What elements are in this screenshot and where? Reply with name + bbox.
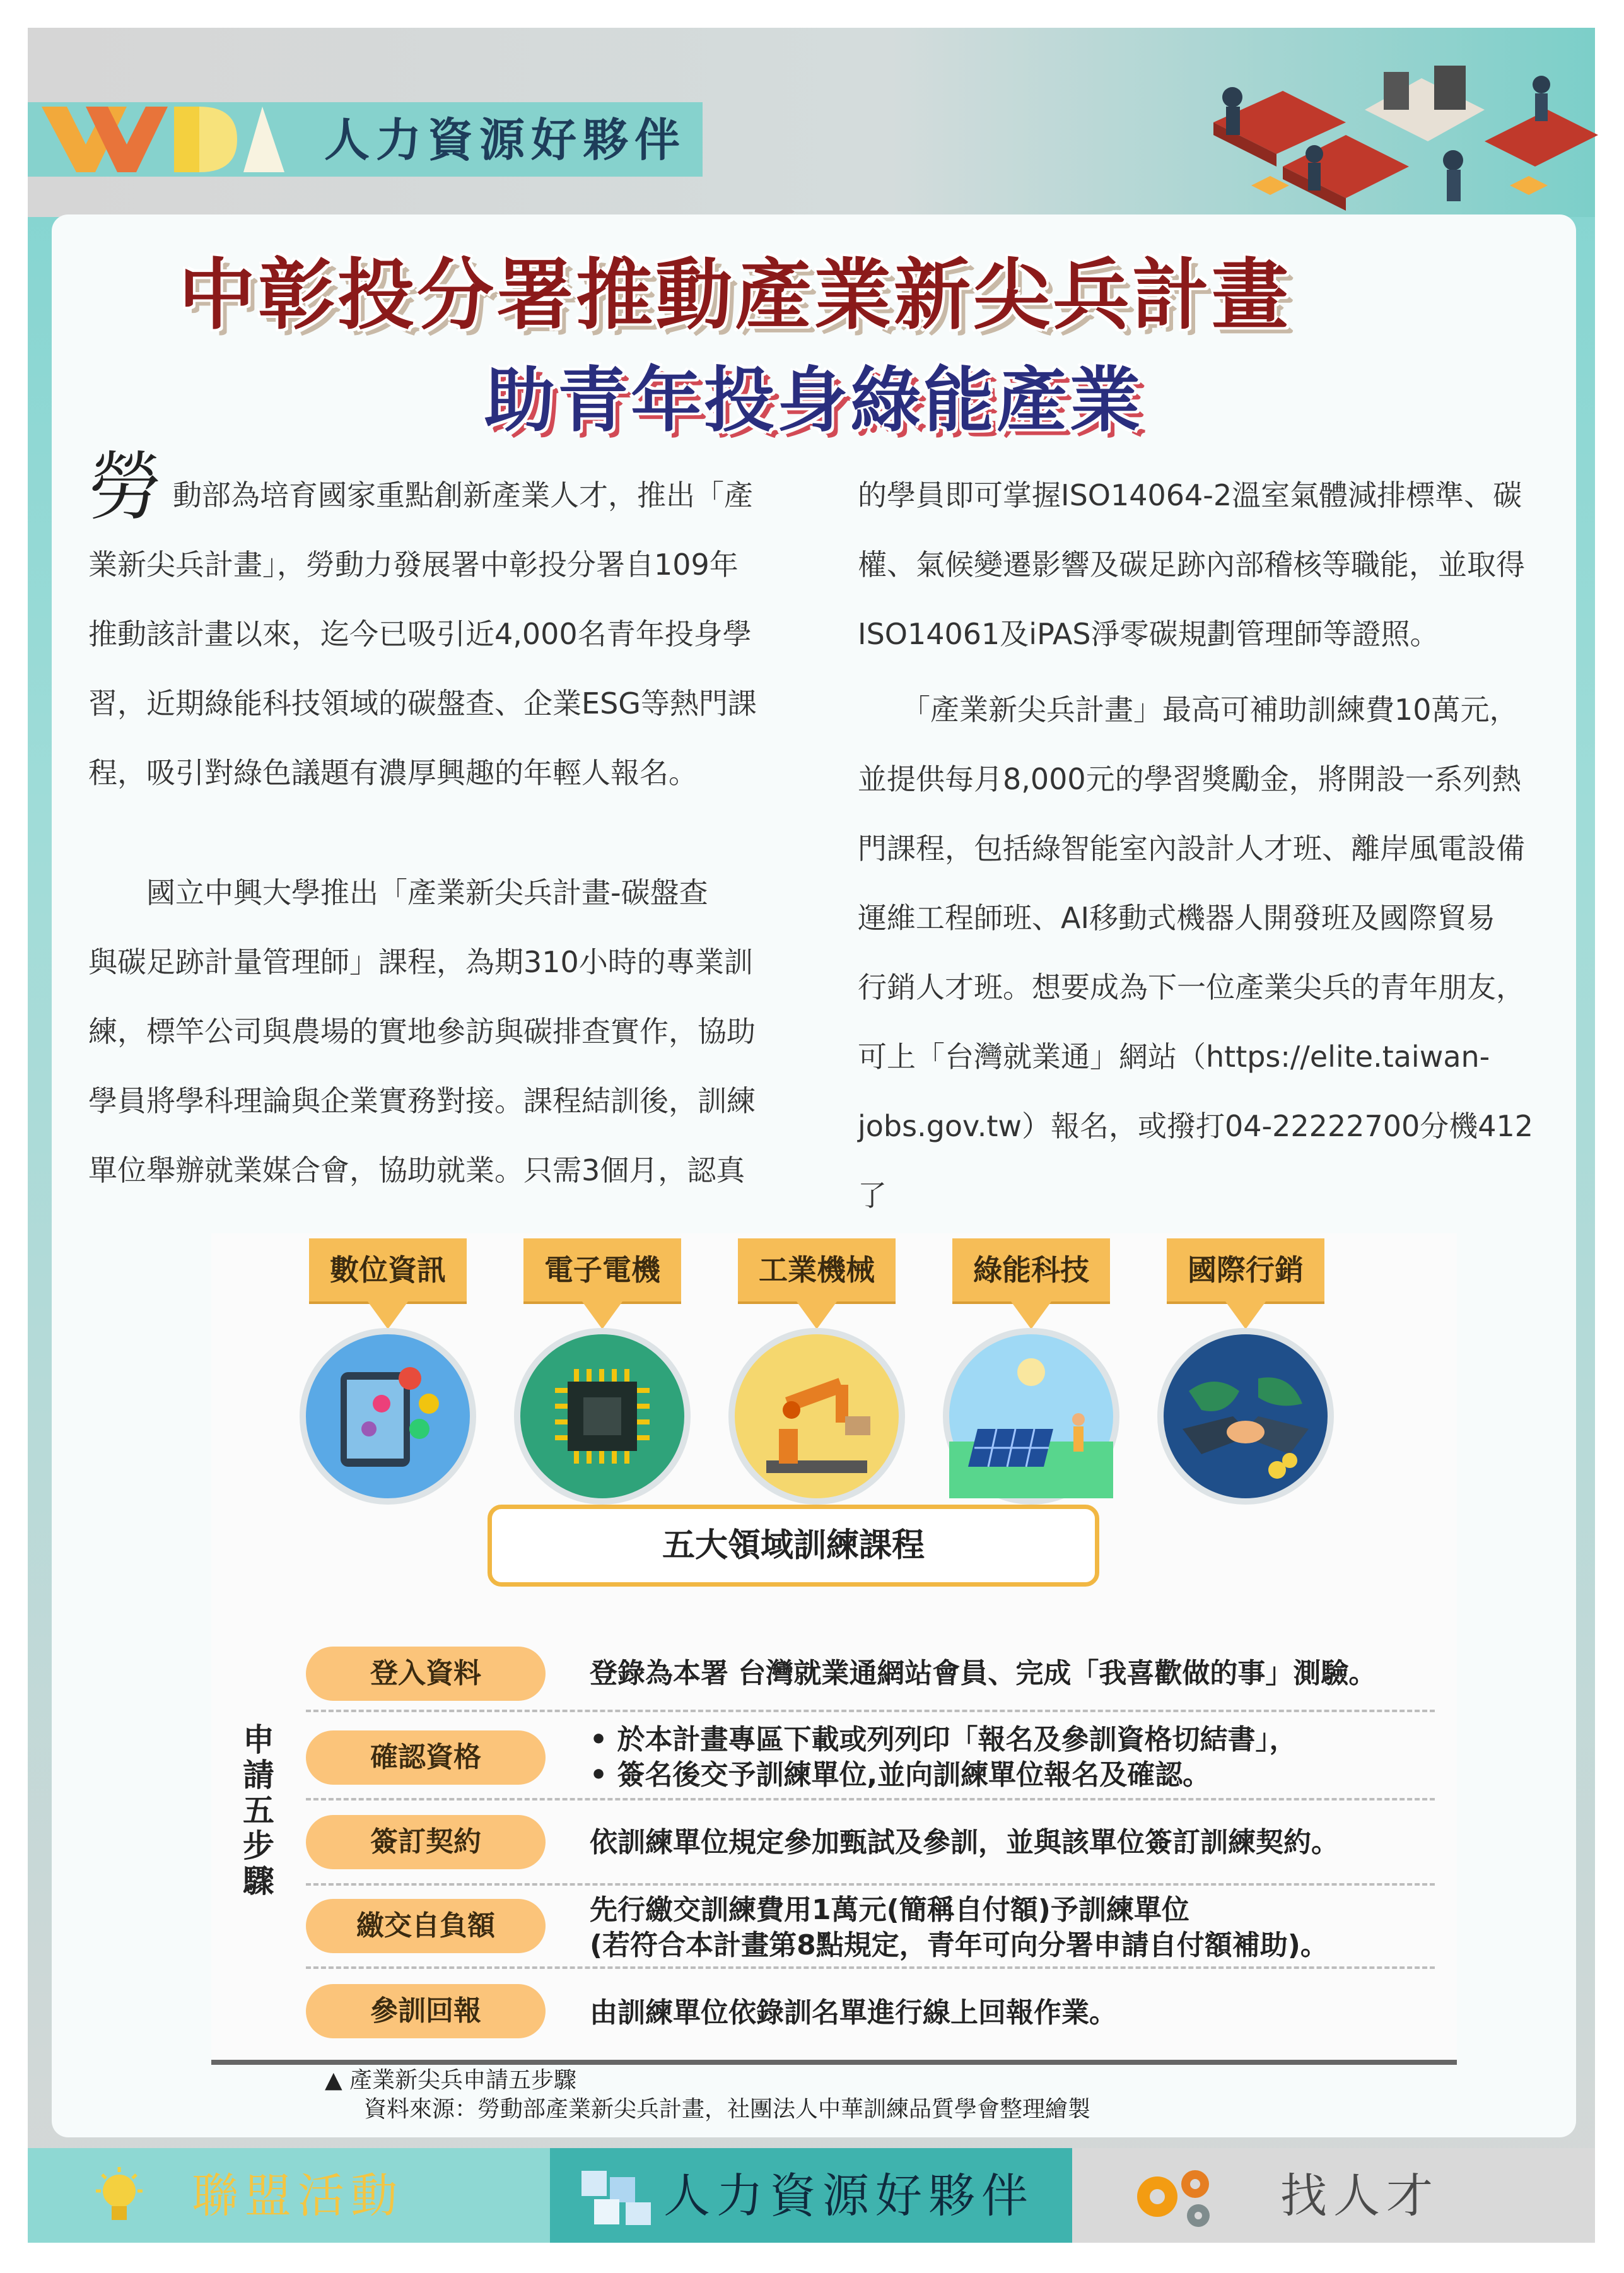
divider — [306, 1883, 1435, 1886]
step-confirm-desc-line: • 於本計畫專區下載或列列印「報名及參訓資格切結書」， — [590, 1724, 1297, 1756]
paragraph-3 — [858, 461, 1555, 669]
text-line: 國立中興大學推出「產業新尖兵計畫-碳盤查 — [146, 876, 708, 910]
lightbulb-icon — [91, 2166, 148, 2229]
text-line: 習，近期綠能科技領域的碳盤查、企業ESG等熱門課 — [88, 686, 757, 720]
footer-tab-find-talent[interactable] — [1072, 2148, 1595, 2243]
footer-label-alliance: 聯盟活動 — [192, 2169, 404, 2223]
footer-tab-alliance[interactable] — [28, 2148, 550, 2243]
step-confirm-desc — [590, 1722, 1428, 1793]
step-login-desc: 登錄為本署 台灣就業通網站會員、完成「我喜歡做的事」測驗。 — [590, 1657, 1377, 1689]
text-line: 單位舉辦就業媒合會，協助就業。只需3個月，認真 — [88, 1153, 745, 1187]
step-payment: 繳交自負額 — [306, 1899, 546, 1953]
step-payment-desc-line: 先行繳交訓練費用1萬元(簡稱自付額)予訓練單位 — [590, 1894, 1189, 1926]
text-line: 與碳足跡計量管理師」課程，為期310小時的專業訓 — [88, 945, 753, 979]
wda-logo — [42, 107, 288, 172]
footer-label-find-talent: 找人才 — [1280, 2169, 1439, 2223]
text-line: 「產業新尖兵計畫」最高可補助訓練費10萬元， — [901, 693, 1519, 727]
paragraph-1 — [88, 443, 782, 808]
step-confirm-desc-line: • 簽名後交予訓練單位,並向訓練單位報名及確認。 — [590, 1759, 1211, 1791]
arrow-down-icon — [1011, 1301, 1051, 1329]
footer-tab-hr-partner[interactable] — [550, 2148, 1072, 2243]
caption-source: 資料來源：勞動部產業新尖兵計畫，社團法人中華訓練品質學會整理繪製 — [364, 2096, 1091, 2122]
text-line: 練，標竿公司與農場的實地參訪與碳排查實作，協助 — [88, 1014, 756, 1048]
divider — [306, 1798, 1435, 1800]
step-contract-desc: 依訓練單位規定參加甄試及參訓，並與該單位簽訂訓練契約。 — [590, 1826, 1339, 1859]
text-line: 可上「台灣就業通」網站（https://elite.taiwan- — [858, 1040, 1490, 1074]
footer-label-hr-partner: 人力資源好夥伴 — [663, 2169, 1034, 2223]
article-right-column — [858, 461, 1555, 1300]
arrow-down-icon — [1225, 1301, 1266, 1329]
category-green-energy: 綠能科技 — [952, 1238, 1110, 1301]
puzzle-icon — [575, 2164, 657, 2228]
text-line: 權、氣候變遷影響及碳足跡內部稽核等職能，並取得 — [858, 548, 1525, 582]
step-confirm: 確認資格 — [306, 1730, 546, 1785]
office-illustration — [1157, 40, 1598, 230]
solar-panel-icon — [943, 1328, 1119, 1505]
text-line: 門課程，包括綠智能室內設計人才班、離岸風電設備 — [858, 831, 1525, 866]
text-line: jobs.gov.tw）報名，或撥打04-22222700分機412了 — [858, 1109, 1534, 1213]
step-report-desc: 由訓練單位依錄訓名單進行線上回報作業。 — [590, 1997, 1117, 2029]
category-machinery: 工業機械 — [738, 1238, 896, 1301]
article-left-column — [88, 443, 782, 1205]
arrow-down-icon — [368, 1301, 408, 1329]
text-line: 推動該計畫以來，迄今已吸引近4,000名青年投身學 — [88, 617, 752, 651]
caption-title: ▲ 產業新尖兵申請五步驟 — [325, 2067, 577, 2093]
article-title-line1: 中彰投分署推動產業新尖兵計畫 — [178, 250, 1291, 340]
text-line: 業新尖兵計畫」，勞動力發展署中彰投分署自109年 — [88, 548, 739, 582]
divider — [306, 1710, 1435, 1712]
text-line: 動部為培育國家重點創新產業人才，推出「產 — [173, 478, 754, 512]
step-payment-desc — [590, 1893, 1428, 1963]
category-electronics: 電子電機 — [523, 1238, 681, 1301]
step-report: 參訓回報 — [306, 1984, 546, 2038]
chip-icon — [514, 1328, 691, 1505]
five-domains-label: 五大領域訓練課程 — [488, 1505, 1099, 1587]
arrow-down-icon — [797, 1301, 837, 1329]
figure-caption — [325, 2066, 1090, 2124]
robot-arm-icon — [728, 1328, 905, 1505]
arrow-down-icon — [582, 1301, 622, 1329]
text-line: ISO14061及iPAS淨零碳規劃管理師等證照。 — [858, 617, 1439, 651]
gears-icon — [1129, 2162, 1224, 2231]
header-title: 人力資源好夥伴 — [324, 114, 687, 167]
step-payment-desc-line: (若符合本計畫第8點規定，青年可向分署申請自付額補助)。 — [590, 1929, 1328, 1961]
category-marketing: 國際行銷 — [1167, 1238, 1324, 1301]
text-line: 學員將學科理論與企業實務對接。課程結訓後，訓練 — [88, 1084, 756, 1118]
paragraph-4 — [858, 675, 1555, 1300]
text-line: 的學員即可掌握ISO14064-2溫室氣體減排標準、碳 — [858, 478, 1522, 512]
category-digital: 數位資訊 — [309, 1238, 467, 1301]
tablet-apps-icon — [300, 1328, 476, 1505]
divider — [306, 1966, 1435, 1969]
step-contract: 簽訂契約 — [306, 1815, 546, 1869]
drop-cap: 勞 — [88, 443, 163, 531]
training-infographic — [211, 1233, 1457, 2065]
text-line: 並提供每月8,000元的學習獎勵金，將開設一系列熱 — [858, 762, 1521, 796]
text-line: 程，吸引對綠色議題有濃厚興趣的年輕人報名。 — [88, 756, 698, 790]
five-steps-title: 申請五步驟 — [243, 1722, 274, 1900]
text-line: 運維工程師班、AI移動式機器人開發班及國際貿易 — [858, 901, 1496, 935]
step-login: 登入資料 — [306, 1647, 546, 1701]
globe-handshake-icon — [1157, 1328, 1334, 1505]
article-title-line2: 助青年投身綠能產業 — [484, 360, 1143, 442]
text-line: 行銷人才班。想要成為下一位產業尖兵的青年朋友， — [858, 970, 1525, 1004]
paragraph-2 — [88, 858, 782, 1205]
